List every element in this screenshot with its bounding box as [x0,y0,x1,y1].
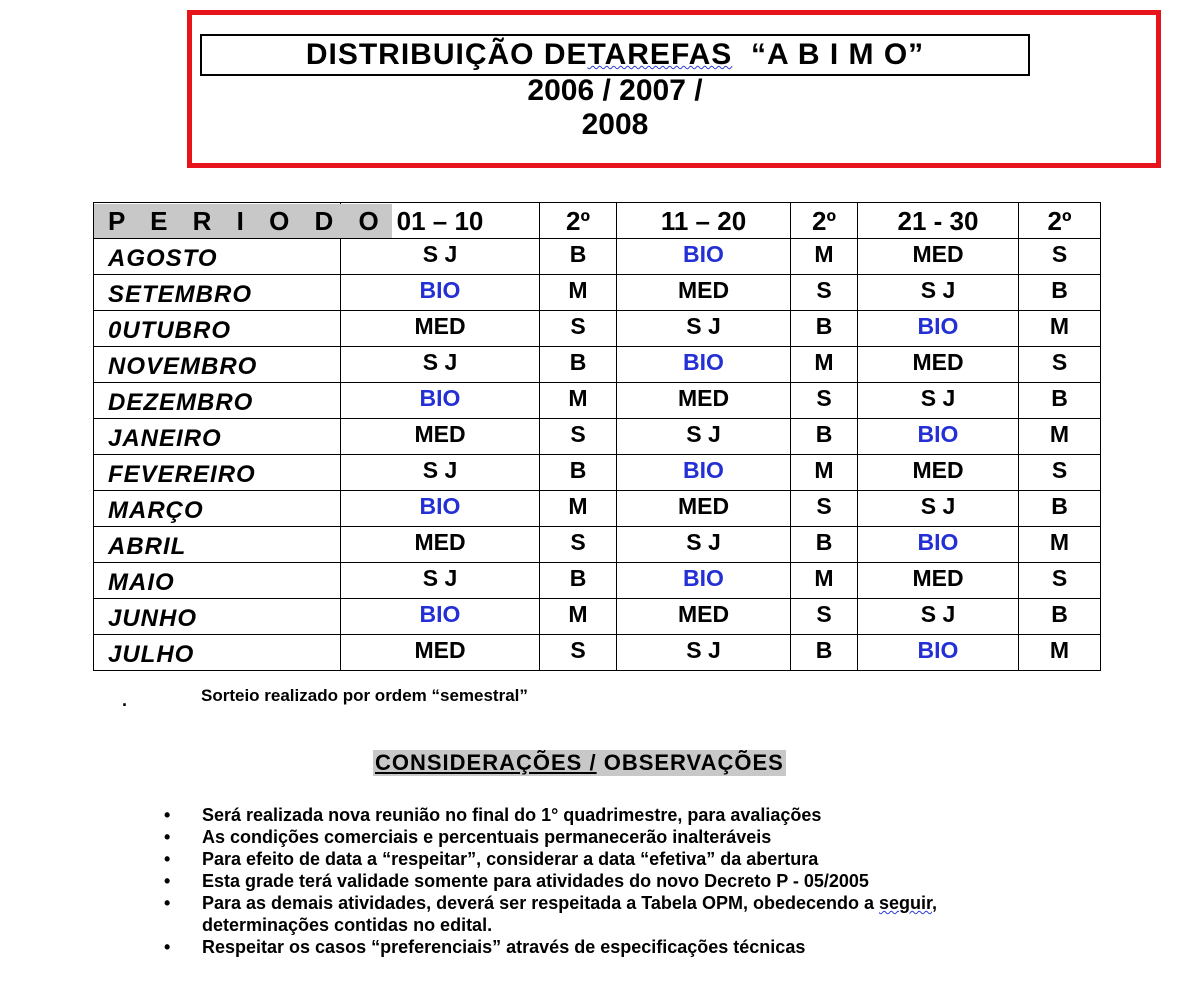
assignment-cell: BIO [341,491,540,527]
assignment-cell: S J [341,239,540,275]
assignment-cell: BIO [341,599,540,635]
assignment-cell: B [791,527,858,563]
note-bullet: . [122,690,128,710]
assignment-cell: B [791,419,858,455]
assignment-cell: BIO [617,347,791,383]
table-row [94,347,1101,383]
assignment-cell: S [540,311,617,347]
list-item: • Será realizada nova reunião no final do 1° quadrimestre, para avaliações [164,805,822,825]
table-row [94,635,1101,671]
document-title [200,34,1030,76]
assignment-cell: B [1019,383,1101,419]
table-row [94,311,1101,347]
assignment-cell: MED [617,275,791,311]
assignment-cell: S [1019,347,1101,383]
assignment-cell: S J [341,563,540,599]
list-item: • Esta grade terá validade somente para atividades do novo Decreto P - 05/2005 [164,871,869,891]
month-cell: AGOSTO [94,239,341,275]
assignment-cell: S J [617,419,791,455]
title-underlined-word: TAREFAS [587,38,733,71]
note-text: Sorteio realizado por ordem “semestral” [201,686,528,705]
bullet-icon: • [164,871,171,891]
table-row [94,527,1101,563]
bullet-icon: • [164,893,171,913]
table-row [94,275,1101,311]
month-cell: MAIO [94,563,341,599]
header-periodo: P E R I O D O [94,203,341,239]
assignment-cell: MED [341,311,540,347]
list-item: • Para efeito de data a “respeitar”, considerar a data “efetiva” da abertura [164,849,819,869]
assignment-cell: M [791,239,858,275]
assignment-cell: B [1019,599,1101,635]
assignment-cell: M [1019,527,1101,563]
table-header-row [94,203,1101,239]
assignment-cell: BIO [341,275,540,311]
assignment-cell: M [791,563,858,599]
assignment-cell: M [791,347,858,383]
assignment-cell: S [540,635,617,671]
list-item: • Respeitar os casos “preferenciais” através de especificações técnicas [164,937,806,957]
month-cell: NOVEMBRO [94,347,341,383]
assignment-cell: B [540,563,617,599]
assignment-cell: S J [617,311,791,347]
month-cell: 0UTUBRO [94,311,341,347]
table-row [94,239,1101,275]
assignment-cell: MED [617,491,791,527]
month-cell: ABRIL [94,527,341,563]
header-col: 11 – 20 [617,203,791,239]
assignment-cell: M [1019,635,1101,671]
month-cell: JULHO [94,635,341,671]
header-col: 21 - 30 [858,203,1019,239]
years-line-2: 2008 [581,108,649,141]
header-col: 2º [540,203,617,239]
assignment-cell: B [1019,491,1101,527]
assignment-cell: S [791,275,858,311]
month-cell: MARÇO [94,491,341,527]
assignment-cell: MED [341,527,540,563]
table-row [94,563,1101,599]
assignment-cell: S [1019,455,1101,491]
title-suffix: “A B I M O” [732,38,925,71]
bullet-icon: • [164,937,171,957]
assignment-cell: S [540,527,617,563]
assignment-cell: MED [858,239,1019,275]
list-item: • As condições comerciais e percentuais permanecerão inalteráveis [164,827,772,847]
header-col: 01 – 10 [341,203,540,239]
assignment-cell: MED [858,455,1019,491]
title-prefix: DISTRIBUIÇÃO DE [305,38,588,71]
bullet-icon: • [164,849,171,869]
assignment-cell: BIO [617,239,791,275]
assignment-cell: B [791,311,858,347]
assignment-cell: B [791,635,858,671]
assignment-cell: MED [858,347,1019,383]
table-row [94,491,1101,527]
assignment-cell: BIO [858,635,1019,671]
assignment-cell: B [540,347,617,383]
header-col: 2º [1019,203,1101,239]
task-distribution-table [93,202,1101,671]
assignment-cell: BIO [617,563,791,599]
assignment-cell: S J [617,527,791,563]
assignment-cell: BIO [858,419,1019,455]
month-cell: JUNHO [94,599,341,635]
month-cell: JANEIRO [94,419,341,455]
observations-list [160,804,1060,958]
assignment-cell: S J [858,491,1019,527]
assignment-cell: B [1019,275,1101,311]
assignment-cell: B [540,455,617,491]
bullet-icon: • [164,827,171,847]
observations-title: CONSIDERAÇÕES / OBSERVAÇÕES [375,750,784,775]
assignment-cell: MED [858,563,1019,599]
assignment-cell: M [791,455,858,491]
assignment-cell: BIO [858,311,1019,347]
assignment-cell: M [1019,311,1101,347]
assignment-cell: M [540,491,617,527]
table-row [94,599,1101,635]
assignment-cell: S J [341,455,540,491]
assignment-cell: MED [341,419,540,455]
assignment-cell: S [791,383,858,419]
month-cell: SETEMBRO [94,275,341,311]
bullet-icon: • [164,805,171,825]
assignment-cell: S [540,419,617,455]
assignment-cell: B [540,239,617,275]
assignment-cell: BIO [617,455,791,491]
header-col: 2º [791,203,858,239]
assignment-cell: MED [617,599,791,635]
assignment-cell: M [540,383,617,419]
assignment-cell: MED [617,383,791,419]
assignment-cell: S J [858,275,1019,311]
assignment-cell: M [540,599,617,635]
table-row [94,383,1101,419]
table-row [94,455,1101,491]
assignment-cell: BIO [858,527,1019,563]
month-cell: FEVEREIRO [94,455,341,491]
assignment-cell: M [540,275,617,311]
assignment-cell: S J [858,599,1019,635]
assignment-cell: S [1019,563,1101,599]
assignment-cell: S J [341,347,540,383]
years-line-1: 2006 / 2007 / [527,74,703,107]
assignment-cell: S J [858,383,1019,419]
assignment-cell: S [791,599,858,635]
assignment-cell: S [791,491,858,527]
assignment-cell: BIO [341,383,540,419]
assignment-cell: MED [341,635,540,671]
assignment-cell: S J [617,635,791,671]
list-item: • Para as demais atividades, deverá ser respeitada a Tabela OPM, obedecendo a seguir, determinações contidas no edital. [164,893,938,935]
assignment-cell: M [1019,419,1101,455]
table-row [94,419,1101,455]
month-cell: DEZEMBRO [94,383,341,419]
assignment-cell: S [1019,239,1101,275]
